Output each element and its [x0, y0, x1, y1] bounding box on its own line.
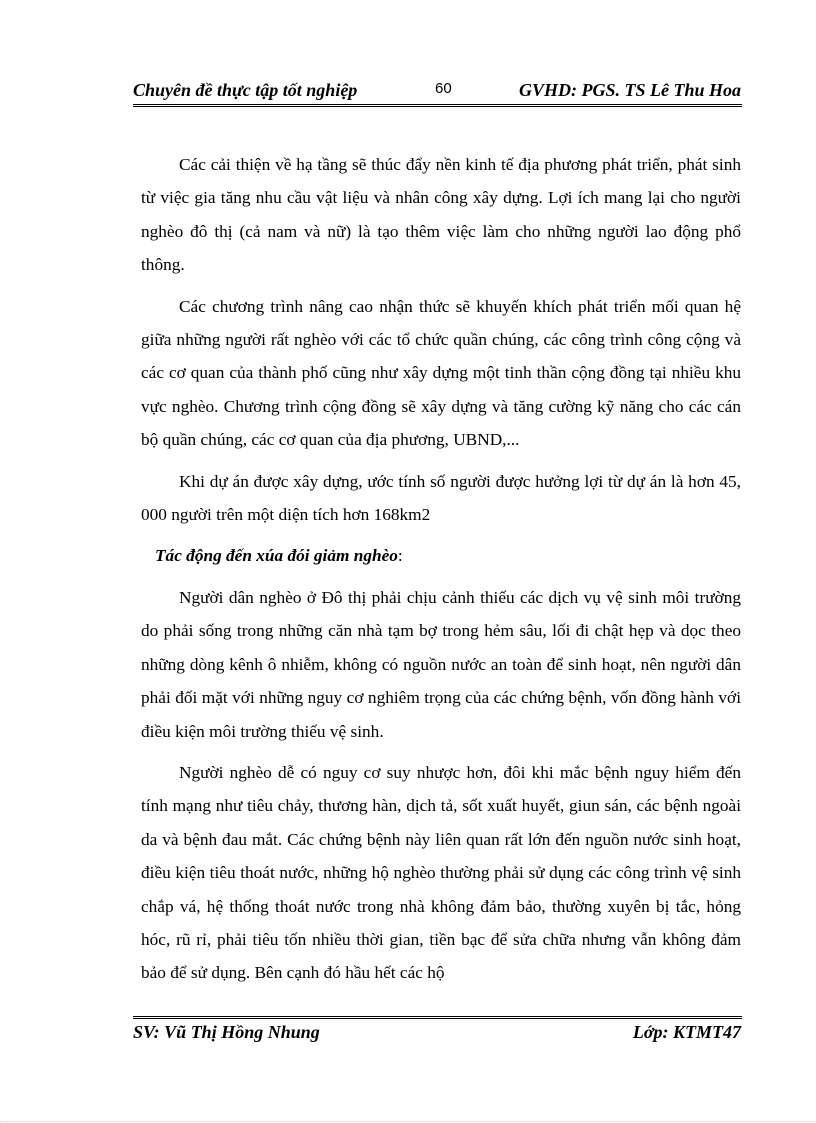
header-title: Chuyên đề thực tập tốt nghiệp: [133, 80, 358, 100]
page-number: 60: [435, 80, 452, 97]
page-footer: [133, 1022, 741, 1048]
paragraph-health-risks: Người nghèo dễ có nguy cơ suy nhược hơn, đôi khi mắc bệnh nguy hiểm đến tính mạng như tiêu chảy, thương hàn, dịch tả, sốt xuất huyết, giun sán, các bệnh ngoài da và bệnh đau mắt. Các chứng bệnh này liên quan rất lớn đến nguồn nước sinh hoạt, điều kiện tiêu thoát nước, những hộ nghèo thường phải sử dụng các công trình vệ sinh chắp vá, hệ thống thoát nước trong nhà không đảm bảo, thường xuyên bị tắc, hỏng hóc, rũ rỉ, phải tiêu tốn nhiều thời gian, tiền bạc để sửa chữa nhưng vẫn không đảm bảo để sử dụng. Bên cạnh đó hầu hết các hộ: [141, 762, 741, 983]
footer-student: SV: Vũ Thị Hồng Nhung: [133, 1022, 320, 1042]
body-text: [141, 148, 741, 998]
subheading-poverty-impact: [141, 539, 741, 572]
paragraph-awareness-programs: Các chương trình nâng cao nhận thức sẽ khuyến khích phát triển mối quan hệ giữa những người rất nghèo với các tổ chức quần chúng, các công trình công cộng và các cơ quan của thành phố cũng như xây dựng một tinh thần cộng đồng tại nhiều khu vực nghèo. Chương trình cộng đồng sẽ xây dựng và tăng cường kỹ năng cho các cán bộ quần chúng, các cơ quan của địa phương, UBND,...: [141, 296, 741, 450]
subheading-colon: :: [397, 546, 403, 566]
header-supervisor: GVHD: PGS. TS Lê Thu Hoa: [518, 80, 741, 100]
page-edge-divider: [0, 1121, 816, 1122]
paragraph-infrastructure: Các cải thiện về hạ tầng sẽ thúc đẩy nền kinh tế địa phương phát triển, phát sinh từ việc gia tăng nhu cầu vật liệu và nhân công xây dựng. Lợi ích mang lại cho người nghèo đô thị (cả nam và nữ) là tạo thêm việc làm cho những người lao động phổ thông.: [141, 155, 741, 275]
subheading-text: Tác động đến xúa đói giảm nghèo: [155, 546, 398, 566]
paragraph-beneficiaries: Khi dự án được xây dựng, ước tính số người được hưởng lợi từ dự án là hơn 45, 000 người trên một diện tích hơn 168km2: [141, 471, 741, 525]
page-header: [133, 80, 741, 104]
footer-class: Lớp: KTMT47: [632, 1022, 741, 1042]
footer-double-rule: [133, 1016, 742, 1019]
paragraph-urban-poor-conditions: Người dân nghèo ở Đô thị phải chịu cảnh thiếu các dịch vụ vệ sinh môi trường do phải sống trong những căn nhà tạm bợ trong hẻm sâu, lối đi chật hẹp và dọc theo những dòng kênh ô nhiễm, không có nguồn nước an toàn để sinh hoạt, nên người dân phải đối mặt với những nguy cơ nghiêm trọng của các chứng bệnh, vốn đồng hành với điều kiện môi trường thiếu vệ sinh.: [141, 587, 741, 741]
header-double-rule: [133, 104, 742, 107]
